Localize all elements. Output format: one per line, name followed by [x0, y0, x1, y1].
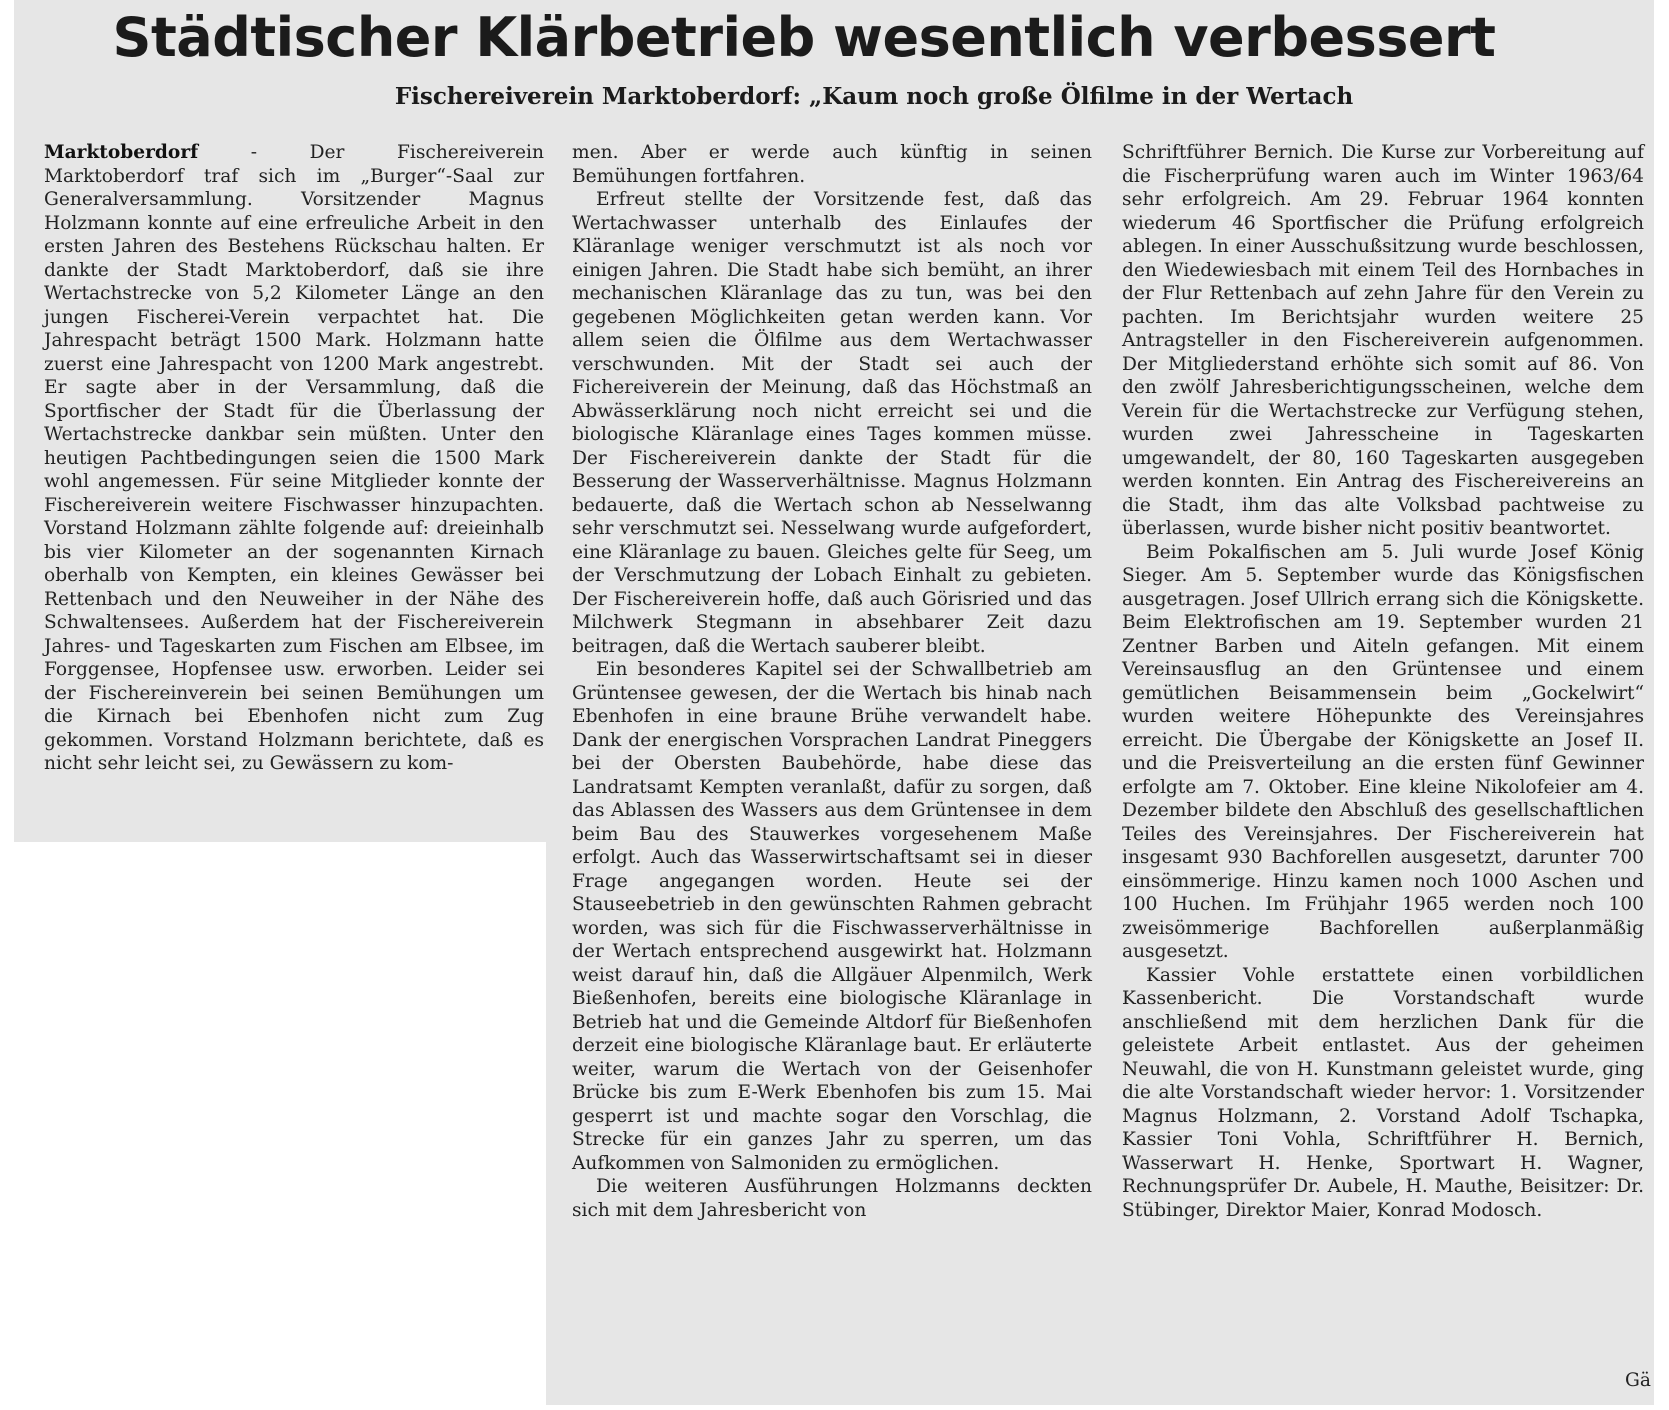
column-2-paragraph-4: Die weiteren Ausführungen Holzmanns deckten sich mit dem Jahresbericht von: [572, 1176, 1092, 1221]
article-column-3: [1122, 141, 1644, 1222]
article-headline: Städtischer Klärbetrieb wesentlich verbessert: [112, 6, 1496, 69]
column-2-paragraph-2: Erfreut stellte der Vorsitzende fest, daß das Wertachwasser unterhalb des Einlaufes der Kläranlage weniger verschmutzt ist als noch vor einigen Jahren. Die Stadt habe sich bemüht, an ihrer mechanischen Kläranlage das zu tun, was bei den gegebenen Möglichkeiten getan werden kann. Vor allem seien die Ölfilme aus dem Wertachwasser verschwunden. Mit der Stadt sei auch der Fichereiverein der Meinung, daß das Höchstmaß an Abwässerklärung noch nicht erreicht sei und die biologische Kläranlage eines Tages kommen müsse. Der Fischereiverein dankte der Stadt für die Besserung der Wasserverhältnisse. Magnus Holzmann bedauerte, daß die Wertach schon ab Nesselwanng sehr verschmutzt sei. Nesselwang wurde aufgefordert, eine Kläranlage zu bauen. Gleiches gelte für Seeg, um der Verschmutzung der Lobach Einhalt zu gebieten. Der Fischereiverein hoffe, daß auch Görisried und das Milchwerk Stegmann in absehbarer Zeit dazu beitragen, daß die Wertach sauberer bleibt.: [572, 189, 1092, 657]
column-2-paragraph-1: men. Aber er werde auch künftig in seinen Bemühungen fortfahren.: [572, 142, 1092, 187]
article-column-2: [572, 141, 1092, 1222]
column-1-paragraph-1-text: - Der Fischereiverein Marktoberdorf traf sich im „Burger“-Saal zur Generalversammlung. Vorsitzender Magnus Holzmann konnte auf eine erfreuliche Arbeit in den ersten Jahren des Bestehens Rückschau halten. Er dankte der Stadt Marktoberdorf, daß sie ihre Wertachstrecke von 5,2 Kilometer Länge an den jungen Fischerei-Verein verpachtet hat. Die Jahrespacht beträgt 1500 Mark. Holzmann hatte zuerst eine Jahrespacht von 1200 Mark angestrebt. Er sagte aber in der Versammlung, daß die Sportfischer der Stadt für die Überlassung der Wertachstrecke dankbar sein müßten. Unter den heutigen Pachtbedingungen seien die 1500 Mark wohl angemessen. Für seine Mitglieder konnte der Fischereiverein weitere Fischwasser hinzupachten. Vorstand Holzmann zählte folgende auf: dreieinhalb bis vier Kilometer an der sogenannten Kirnach oberhalb von Kempten, ein kleines Gewässer bei Rettenbach und den Neuweiher in der Nähe des Schwaltensees. Außerdem hat der Fischereiverein Jahres- und Tageskarten zum Fischen am Elbsee, im Forggensee, Hopfensee usw. erworben. Leider sei der Fischereinverein bei seinen Bemühungen um die Kirnach bei Ebenhofen nicht zum Zug gekommen. Vorstand Holzmann berichtete, daß es nicht sehr leicht sei, zu Gewässern zu kom-: [44, 142, 544, 774]
article-column-1: [44, 141, 544, 776]
column-1-paragraph-1: [44, 141, 544, 776]
column-3-paragraph-2: Beim Pokalfischen am 5. Juli wurde Josef König Sieger. Am 5. September wurde das Königsfischen ausgetragen. Josef Ullrich errang sich die Königskette. Beim Elektrofischen am 19. September wurden 21 Zentner Barben und Aiteln gefangen. Mit einem Vereinsausflug an den Grüntensee und einem gemütlichen Beisammensein beim „Gockelwirt“ wurden weitere Höhepunkte des Vereinsjahres erreicht. Die Übergabe der Königskette an Josef II. und die Preisverteilung an die ersten fünf Gewinner erfolgte am 7. Oktober. Eine kleine Nikolofeier am 4. Dezember bildete den Abschluß des gesellschaftlichen Teiles des Vereinsjahres. Der Fischereiverein hat insgesamt 930 Bachforellen ausgesetzt, darunter 700 einsömmerige. Hinzu kamen noch 1000 Aschen und 100 Huchen. Im Frühjahr 1965 werden noch 100 zweisömmerige Bachforellen außerplanmäßig ausgesetzt.: [1122, 541, 1644, 962]
article-subheadline: Fischereiverein Marktoberdorf: „Kaum noch große Ölfilme in der Wertach: [394, 83, 1354, 110]
author-signature: Gä: [1625, 1370, 1651, 1391]
column-3-paragraph-3: Kassier Vohle erstattete einen vorbildlichen Kassenbericht. Die Vorstandschaft wurde anschließend mit dem herzlichen Dank für die geleistete Arbeit entlastet. Aus der geheimen Neuwahl, die von H. Kunstmann geleistet wurde, ging die alte Vorstandschaft wieder hervor: 1. Vorsitzender Magnus Holzmann, 2. Vorstand Adolf Tschapka, Kassier Toni Vohla, Schriftführer H. Bernich, Wasserwart H. Henke, Sportwart H. Wagner, Rechnungsprüfer Dr. Aubele, H. Mauthe, Beisitzer: Dr. Stübinger, Direktor Maier, Konrad Modosch.: [1122, 964, 1644, 1221]
column-2-paragraph-3: Ein besonderes Kapitel sei der Schwallbetrieb am Grüntensee gewesen, der die Wertach bis hinab nach Ebenhofen in eine braune Brühe verwandelt habe. Dank der energischen Vorsprachen Landrat Pineggers bei der Obersten Baubehörde, habe diese das Landratsamt Kempten veranlaßt, dafür zu sorgen, daß das Ablassen des Wassers aus dem Grüntensee in dem beim Bau des Stauwerkes vorgesehenem Maße erfolgt. Auch das Wasserwirtschaftsamt sei in dieser Frage angegangen worden. Heute sei der Stauseebetrieb in den gewünschten Rahmen gebracht worden, was sich für die Fischwasserverhältnisse in der Wertach entsprechend ausgewirkt hat. Holzmann weist darauf hin, daß die Allgäuer Alpenmilch, Werk Bießenhofen, bereits eine biologische Kläranlage in Betrieb hat und die Gemeinde Altdorf für Bießenhofen derzeit eine biologische Kläranlage baut. Er erläuterte weiter, warum die Wertach von der Geisenhofer Brücke bis zum E-Werk Ebenhofen bis zum 15. Mai gesperrt ist und machte sogar den Vorschlag, die Strecke für ein ganzes Jahr zu sperren, um das Aufkommen von Salmoniden zu ermöglichen.: [572, 659, 1092, 1174]
article-dateline: Marktoberdorf: [44, 142, 199, 163]
column-3-paragraph-1: Schriftführer Bernich. Die Kurse zur Vorbereitung auf die Fischerprüfung waren auch im Winter 1963/64 sehr erfolgreich. Am 29. Februar 1964 konnten wiederum 46 Sportfischer die Prüfung erfolgreich ablegen. In einer Ausschußsitzung wurde beschlossen, den Wiedewiesbach mit einem Teil des Hornbaches in der Flur Rettenbach auf zehn Jahre für den Verein zu pachten. Im Berichtsjahr wurden weitere 25 Antragsteller in den Fischereiverein aufgenommen. Der Mitgliederstand erhöhte sich somit auf 86. Von den zwölf Jahresberichtigungsscheinen, welche dem Verein für die Wertachstrecke zur Verfügung stehen, wurden zwei Jahresscheine in Tageskarten umgewandelt, der 80, 160 Tageskarten ausgegeben werden konnten. Ein Antrag des Fischereivereins an die Stadt, ihm das alte Volksbad pachtweise zu überlassen, wurde bisher nicht positiv beantwortet.: [1122, 142, 1644, 539]
